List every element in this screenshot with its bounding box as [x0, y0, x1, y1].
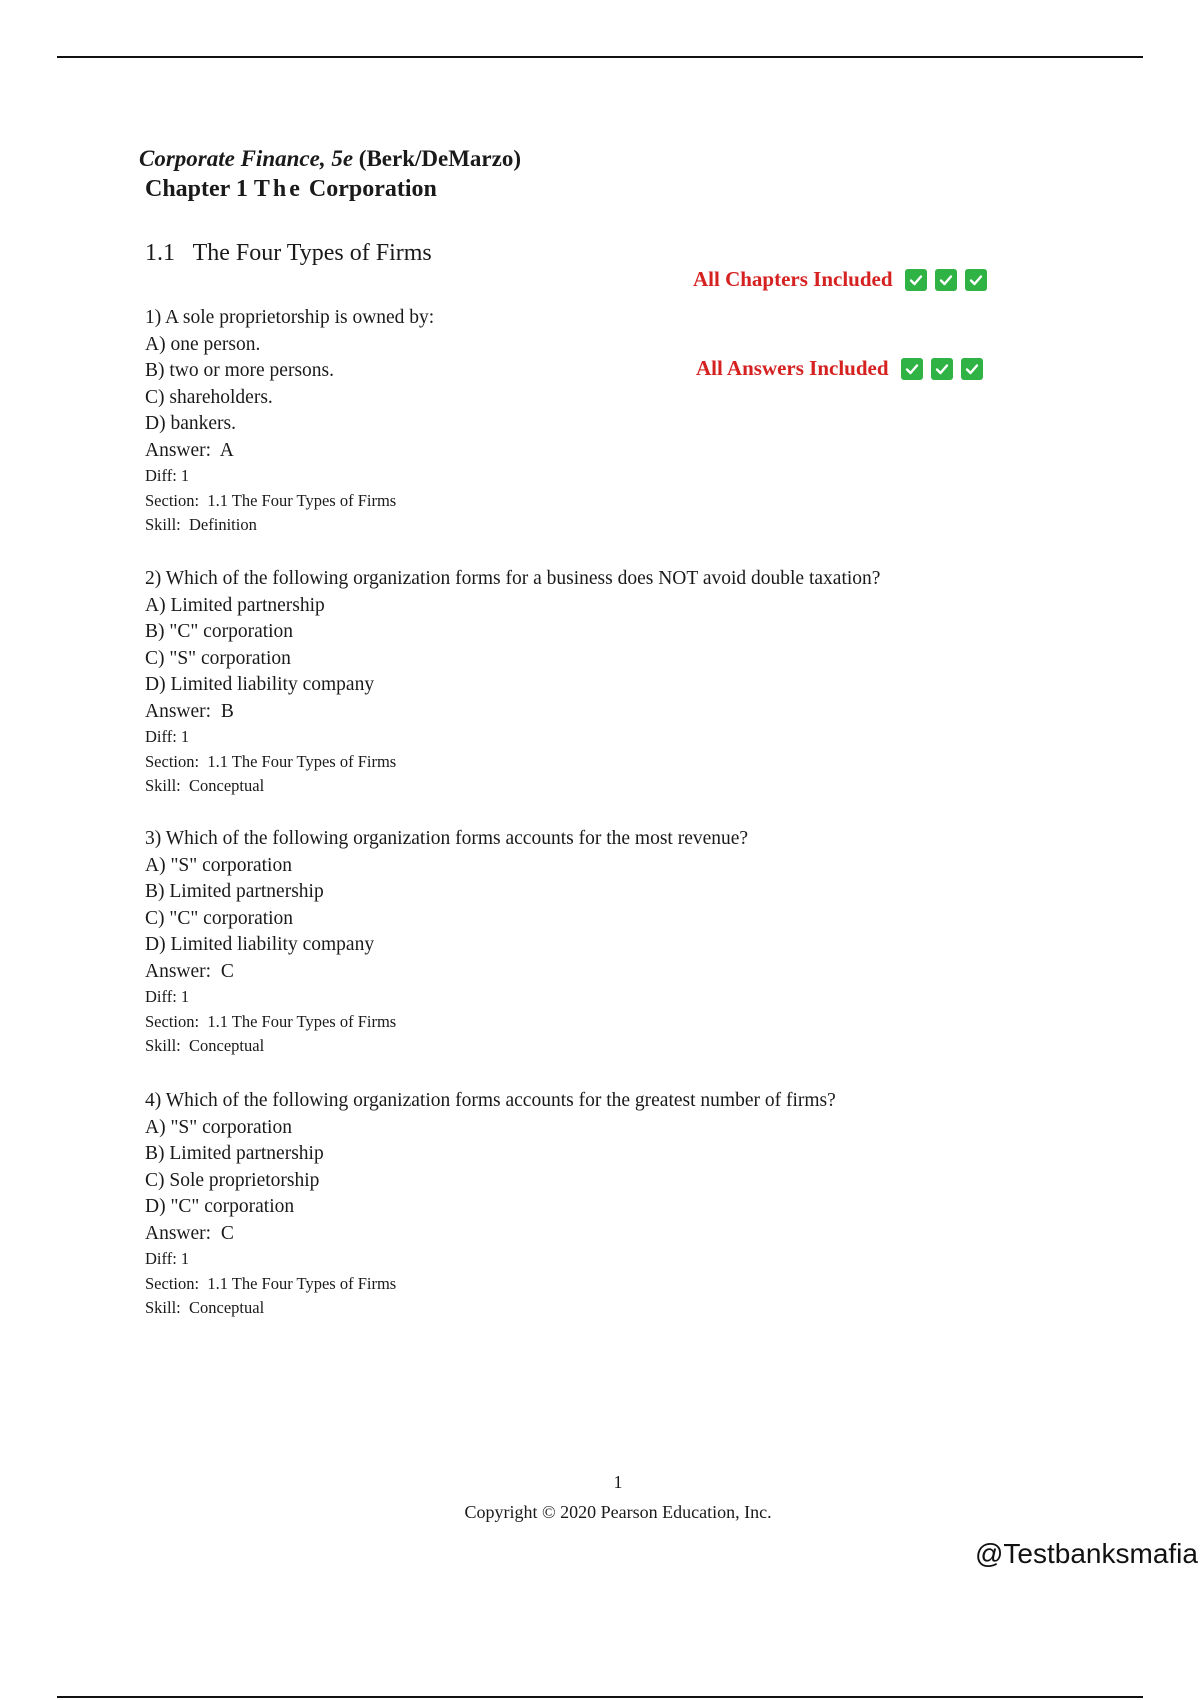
watermark: @Testbanksmafia [975, 1538, 1198, 1569]
chapter-title [145, 176, 437, 203]
difficulty: Diff: 1 [145, 1249, 190, 1268]
question-prompt: 1) A sole proprietorship is owned by: [145, 307, 435, 328]
chapter-label: Chapter 1 [145, 176, 254, 202]
check-group [905, 269, 995, 291]
section-ref: Section: 1.1 The Four Types of Firms [145, 1273, 397, 1293]
check-icon [935, 269, 957, 291]
check-group [901, 358, 991, 380]
question-1 [145, 305, 434, 538]
answer: Answer: B [145, 700, 234, 722]
difficulty: Diff: 1 [145, 466, 190, 485]
option-c: C) "C" corporation [145, 907, 294, 929]
option-a: A) Limited partnership [145, 594, 325, 616]
skill: Skill: Definition [145, 515, 257, 534]
check-icon [961, 358, 983, 380]
chapter-rest: Corporation [302, 176, 437, 202]
book-authors: (Berk/DeMarzo) [353, 146, 521, 171]
question-prompt: 4) Which of the following organization forms accounts for the greatest number of firms? [145, 1090, 836, 1111]
option-b: B) Limited partnership [145, 881, 324, 902]
option-c: C) "S" corporation [145, 647, 291, 669]
option-a: A) "S" corporation [145, 854, 292, 876]
promo-text: All Answers Included [696, 356, 889, 380]
chapter-word: The [253, 176, 303, 202]
option-d: D) Limited liability company [145, 674, 375, 695]
check-icon [905, 269, 927, 291]
answer: Answer: A [145, 439, 234, 461]
question-4 [145, 1088, 836, 1321]
book-title [139, 146, 521, 172]
option-b: B) "C" corporation [145, 621, 294, 642]
promo-text: All Chapters Included [693, 267, 893, 291]
option-d: D) "C" corporation [145, 1196, 295, 1217]
skill: Skill: Conceptual [145, 1036, 265, 1055]
option-b: B) Limited partnership [145, 1143, 324, 1164]
option-c: C) Sole proprietorship [145, 1169, 320, 1191]
check-icon [931, 358, 953, 380]
option-c: C) shareholders. [145, 386, 273, 408]
section-ref: Section: 1.1 The Four Types of Firms [145, 490, 397, 510]
question-prompt: 3) Which of the following organization forms accounts for the most revenue? [145, 828, 749, 849]
check-icon [901, 358, 923, 380]
section-ref: Section: 1.1 The Four Types of Firms [145, 1011, 397, 1031]
question-prompt: 2) Which of the following organization forms for a business does NOT avoid double taxation? [145, 568, 881, 589]
question-3 [145, 826, 748, 1059]
option-d: D) Limited liability company [145, 934, 375, 955]
difficulty: Diff: 1 [145, 727, 190, 746]
promo-banner-chapters [693, 267, 995, 292]
option-b: B) two or more persons. [145, 360, 335, 381]
bottom-rule [57, 1696, 1143, 1698]
book-title-italic: Corporate Finance, 5e [139, 146, 354, 171]
answer: Answer: C [145, 1222, 234, 1244]
option-a: A) one person. [145, 333, 261, 355]
check-icon [965, 269, 987, 291]
top-rule [57, 56, 1143, 58]
question-2 [145, 566, 880, 799]
copyright: Copyright © 2020 Pearson Education, Inc. [464, 1502, 772, 1522]
section-heading: 1.1 The Four Types of Firms [145, 240, 432, 266]
promo-banner-answers [696, 356, 991, 381]
option-d: D) bankers. [145, 413, 236, 434]
difficulty: Diff: 1 [145, 987, 190, 1006]
answer: Answer: C [145, 960, 234, 982]
skill: Skill: Conceptual [145, 776, 265, 795]
section-ref: Section: 1.1 The Four Types of Firms [145, 751, 397, 771]
option-a: A) "S" corporation [145, 1116, 292, 1138]
skill: Skill: Conceptual [145, 1298, 265, 1317]
page-number: 1 [613, 1472, 623, 1492]
